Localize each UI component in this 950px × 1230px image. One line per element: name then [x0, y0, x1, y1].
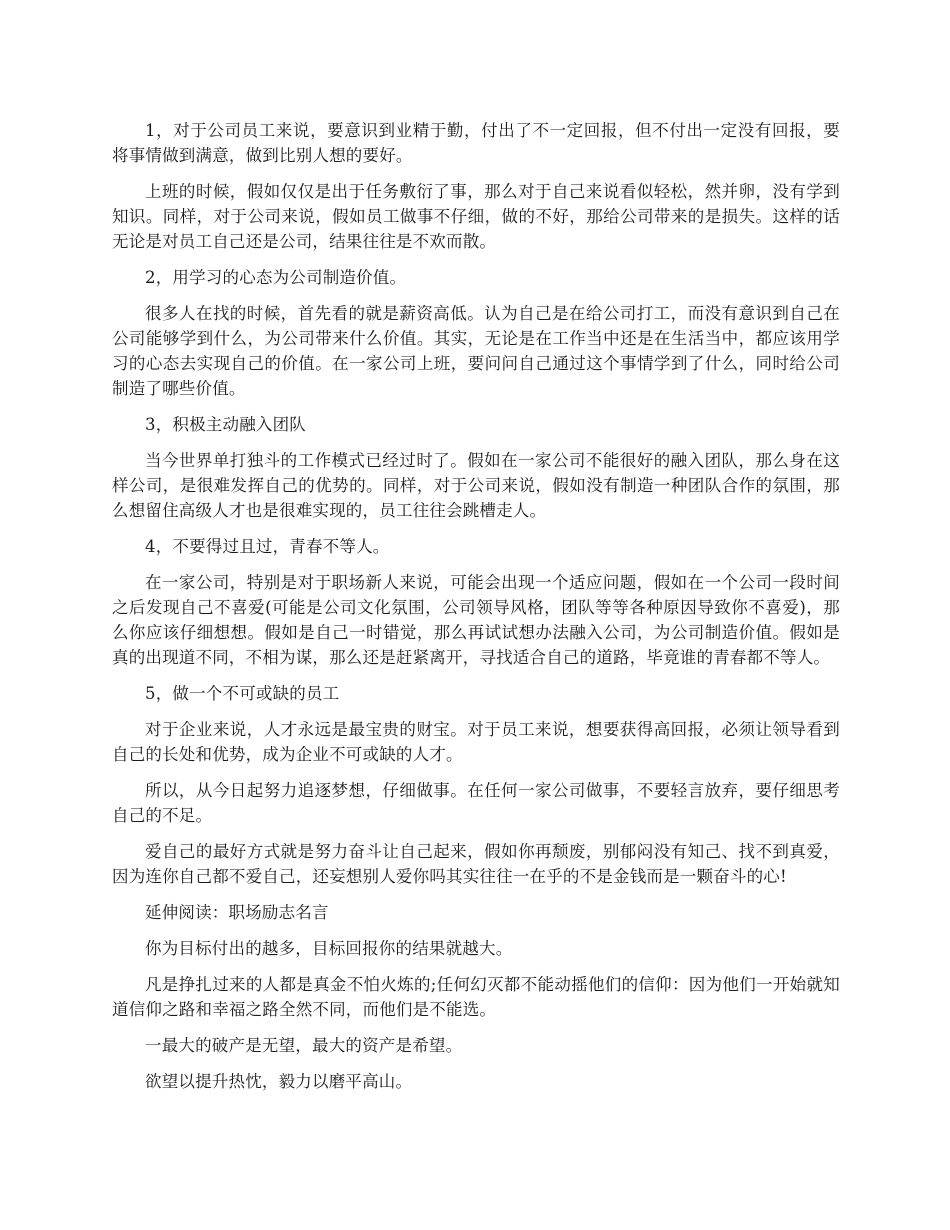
- paragraph: 很多人在找的时候，首先看的就是薪资高低。认为自己是在给公司打工，而没有意识到自己在公司能够学到什么，为公司带来什么价值。其实，无论是在工作当中还是在生活当中，都应该用学习的心态去实现自己的价值。在一家公司上班，要问问自己通过这个事情学到了什么，同时给公司制造了哪些价值。: [112, 304, 840, 398]
- paragraph: 爱自己的最好方式就是努力奋斗让自己起来，假如你再颓废，别郁闷没有知己、找不到真爱，因为连你自己都不爱自己，还妄想别人爱你吗其实往往一在乎的不是金钱而是一颗奋斗的心!: [112, 842, 840, 886]
- quote-item: 凡是挣扎过来的人都是真金不怕火炼的;任何幻灭都不能动摇他们的信仰：因为他们一开始就知道信仰之路和幸福之路全然不同，而他们是不能选。: [112, 975, 840, 1019]
- paragraph: 当今世界单打独斗的工作模式已经过时了。假如在一家公司不能很好的融入团队，那么身在这样公司，是很难发挥自己的优势的。同样，对于公司来说，假如没有制造一种团队合作的氛围，那么想留住高级人才也是很难实现的，员工往往会跳槽走人。: [112, 451, 840, 520]
- paragraph-tip-1: 1，对于公司员工来说，要意识到业精于勤，付出了不一定回报，但不付出一定没有回报，要将事情做到满意，做到比别人想的要好。: [112, 121, 840, 165]
- paragraph: 对于企业来说，人才永远是最宝贵的财宝。对于员工来说，想要获得高回报，必须让领导看到自己的长处和优势，成为企业不可或缺的人才。: [112, 720, 840, 764]
- quote-item: 一最大的破产是无望，最大的资产是希望。: [145, 1036, 463, 1055]
- quote-item: 欲望以提升热忱，毅力以磨平高山。: [145, 1072, 413, 1091]
- extended-reading-heading: 延伸阅读：职场励志名言: [145, 903, 329, 922]
- paragraph: 所以，从今日起努力追逐梦想，仔细做事。在任何一家公司做事，不要轻言放弃，要仔细思考自己的不足。: [112, 781, 840, 825]
- paragraph-tip-4: 4，不要得过且过，青春不等人。: [145, 537, 390, 556]
- paragraph-tip-2: 2，用学习的心态为公司制造价值。: [145, 268, 407, 287]
- paragraph: 上班的时候，假如仅仅是出于任务敷衍了事，那么对于自己来说看似轻松，然并卵，没有学到知识。同样，对于公司来说，假如员工做事不仔细，做的不好，那给公司带来的是损失。这样的话无论是对员工自己还是公司，结果往往是不欢而散。: [112, 182, 840, 251]
- document-body: [112, 118, 840, 1105]
- paragraph-tip-5: 5，做一个不可或缺的员工: [145, 684, 340, 703]
- quote-item: 你为目标付出的越多，目标回报你的结果就越大。: [145, 939, 513, 958]
- paragraph-tip-3: 3，积极主动融入团队: [145, 415, 306, 434]
- paragraph: 在一家公司，特别是对于职场新人来说，可能会出现一个适应问题，假如在一个公司一段时间之后发现自己不喜爱(可能是公司文化氛围，公司领导风格，团队等等各种原因导致你不喜爱)，那么你应该仔细想想。假如是自己一时错觉，那么再试试想办法融入公司，为公司制造价值。假如是真的出现道不同，不相为谋，那么还是赶紧离开，寻找适合自己的道路，毕竟谁的青春都不等人。: [112, 573, 840, 667]
